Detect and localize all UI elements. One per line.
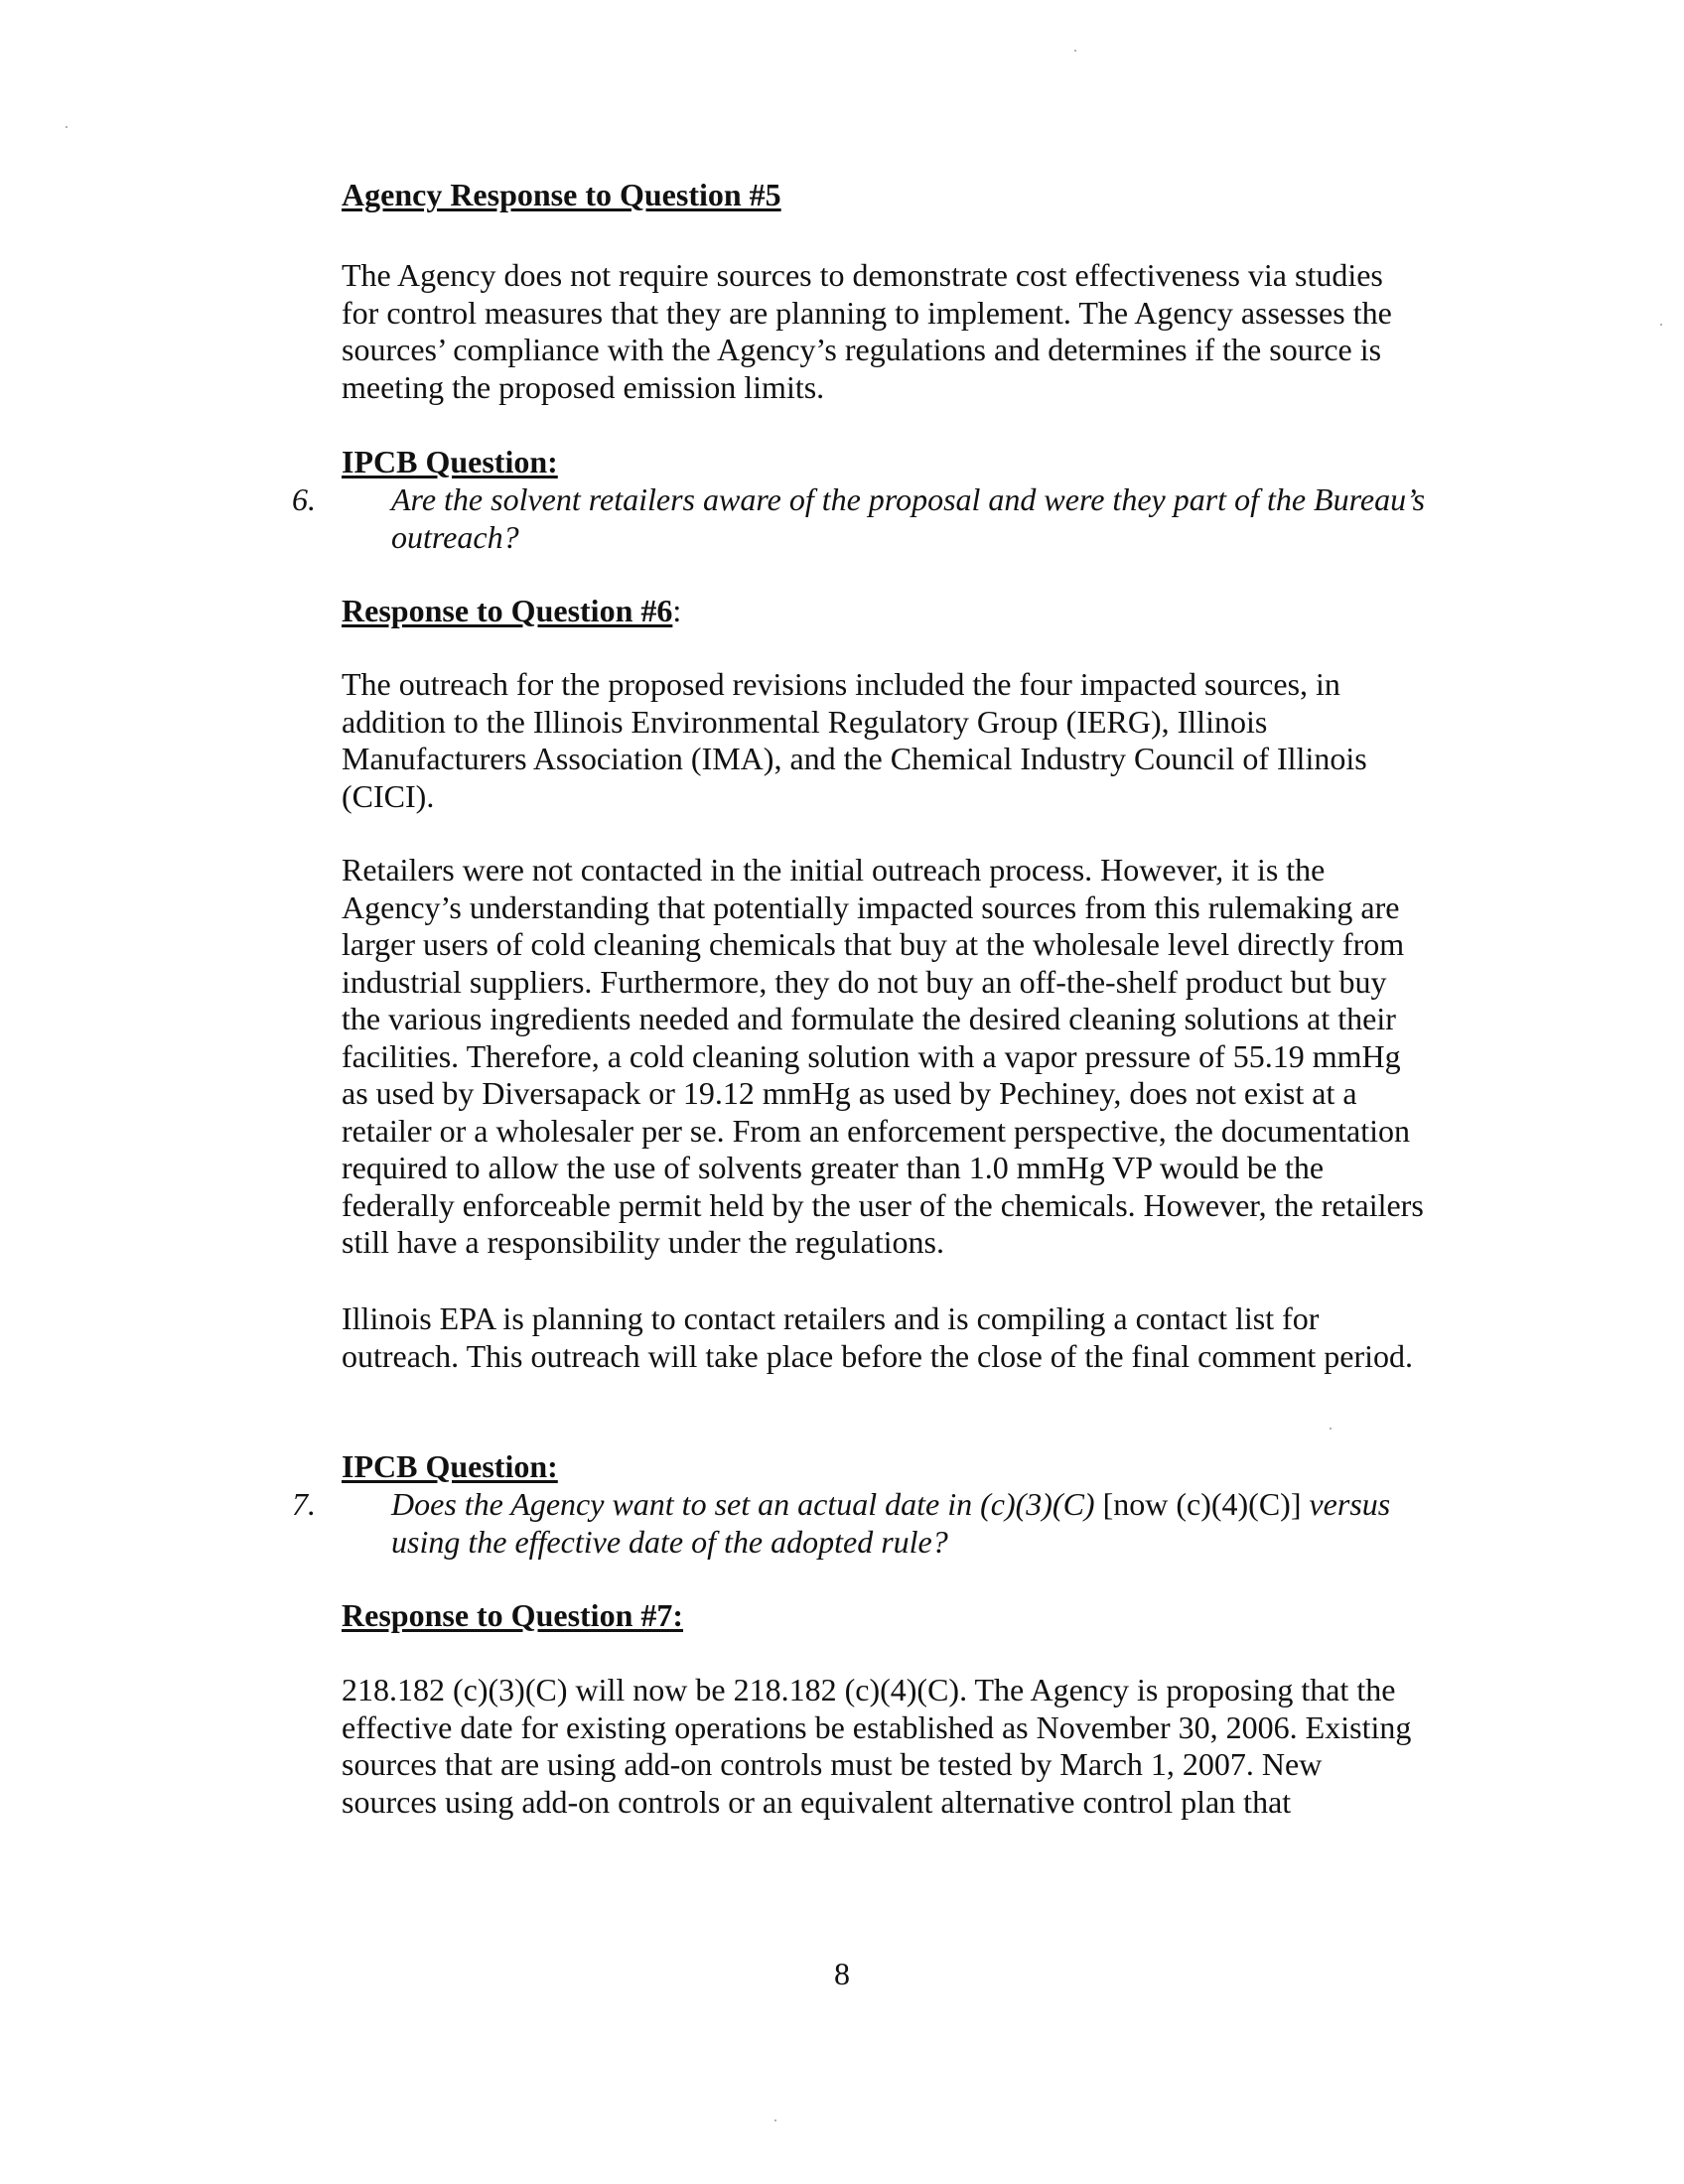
scan-speck bbox=[1330, 1428, 1332, 1430]
response-7-paragraph: 218.182 (c)(3)(C) will now be 218.182 (c)(4)(C). The Agency is proposing that the effective date for existing operations be established as November 30, 2006. Existing sources that are using add-on controls must be tested by March 1, 2007. New sources using add-on controls or an equivalent alternative control plan that bbox=[342, 1672, 1412, 1820]
question-7-number: 7. bbox=[292, 1486, 316, 1522]
response-7-heading: Response to Question #7: bbox=[342, 1597, 684, 1633]
question-7-text-part-1: Does the Agency want to set an actual date in (c)(3)(C) bbox=[391, 1486, 1095, 1522]
response-6-paragraph-2: Retailers were not contacted in the initial outreach process. However, it is the Agency’s understanding that potentially impacted sources from this rulemaking are larger users of cold cleaning chemicals that buy at the wholesale level directly from industrial suppliers. Furthermore, they do not buy an off-the-shelf product but buy the various ingredients needed and formulate the desired cleaning solutions at their facilities. Therefore, a cold cleaning solution with a vapor pressure of 55.19 mmHg as used by Diversapack or 19.12 mmHg as used by Pechiney, does not exist at a retailer or a wholesaler per se. From an enforcement perspective, the documentation required to allow the use of solvents greater than 1.0 mmHg VP would be the federally enforceable permit held by the user of the chemicals. However, the retailers still have a responsibility under the regulations. bbox=[342, 852, 1424, 1260]
scan-speck bbox=[774, 2119, 776, 2121]
response-6-heading-suffix: : bbox=[672, 593, 682, 628]
question-7-text-part-3: versus using the effective date of the adopted rule? bbox=[391, 1486, 1391, 1560]
scan-speck bbox=[1660, 324, 1662, 326]
ipcb-question-7-heading: IPCB Question: bbox=[342, 1448, 558, 1484]
ipcb-question-6-heading: IPCB Question: bbox=[342, 444, 558, 479]
section-heading-response-5: Agency Response to Question #5 bbox=[342, 177, 781, 212]
response-6-heading-line bbox=[342, 593, 1424, 630]
response-6-paragraph-1: The outreach for the proposed revisions included the four impacted sources, in addition to the Illinois Environmental Regulatory Group (IERG), Illinois Manufacturers Association (IMA), and the Chemical Industry Council of Illinois (CICI). bbox=[342, 666, 1367, 814]
response-6-paragraph-3: Illinois EPA is planning to contact retailers and is compiling a contact list for outreach. This outreach will take place before the close of the final comment period. bbox=[342, 1300, 1413, 1374]
question-6-text: Are the solvent retailers aware of the proposal and were they part of the Bureau’s outreach? bbox=[391, 481, 1426, 555]
question-6-number: 6. bbox=[292, 481, 316, 517]
question-7-text-part-2: [now (c)(4)(C)] bbox=[1094, 1486, 1310, 1522]
response-5-paragraph: The Agency does not require sources to demonstrate cost effectiveness via studies for control measures that they are planning to implement. The Agency assesses the sources’ compliance with the Agency’s regulations and determines if the source is meeting the proposed emission limits. bbox=[342, 257, 1392, 405]
response-6-heading: Response to Question #6 bbox=[342, 593, 673, 628]
page-number: 8 bbox=[834, 1956, 850, 1991]
question-7 bbox=[292, 1486, 1434, 1561]
question-6 bbox=[292, 481, 1434, 556]
scan-speck bbox=[1074, 50, 1076, 52]
scan-speck bbox=[66, 126, 68, 128]
